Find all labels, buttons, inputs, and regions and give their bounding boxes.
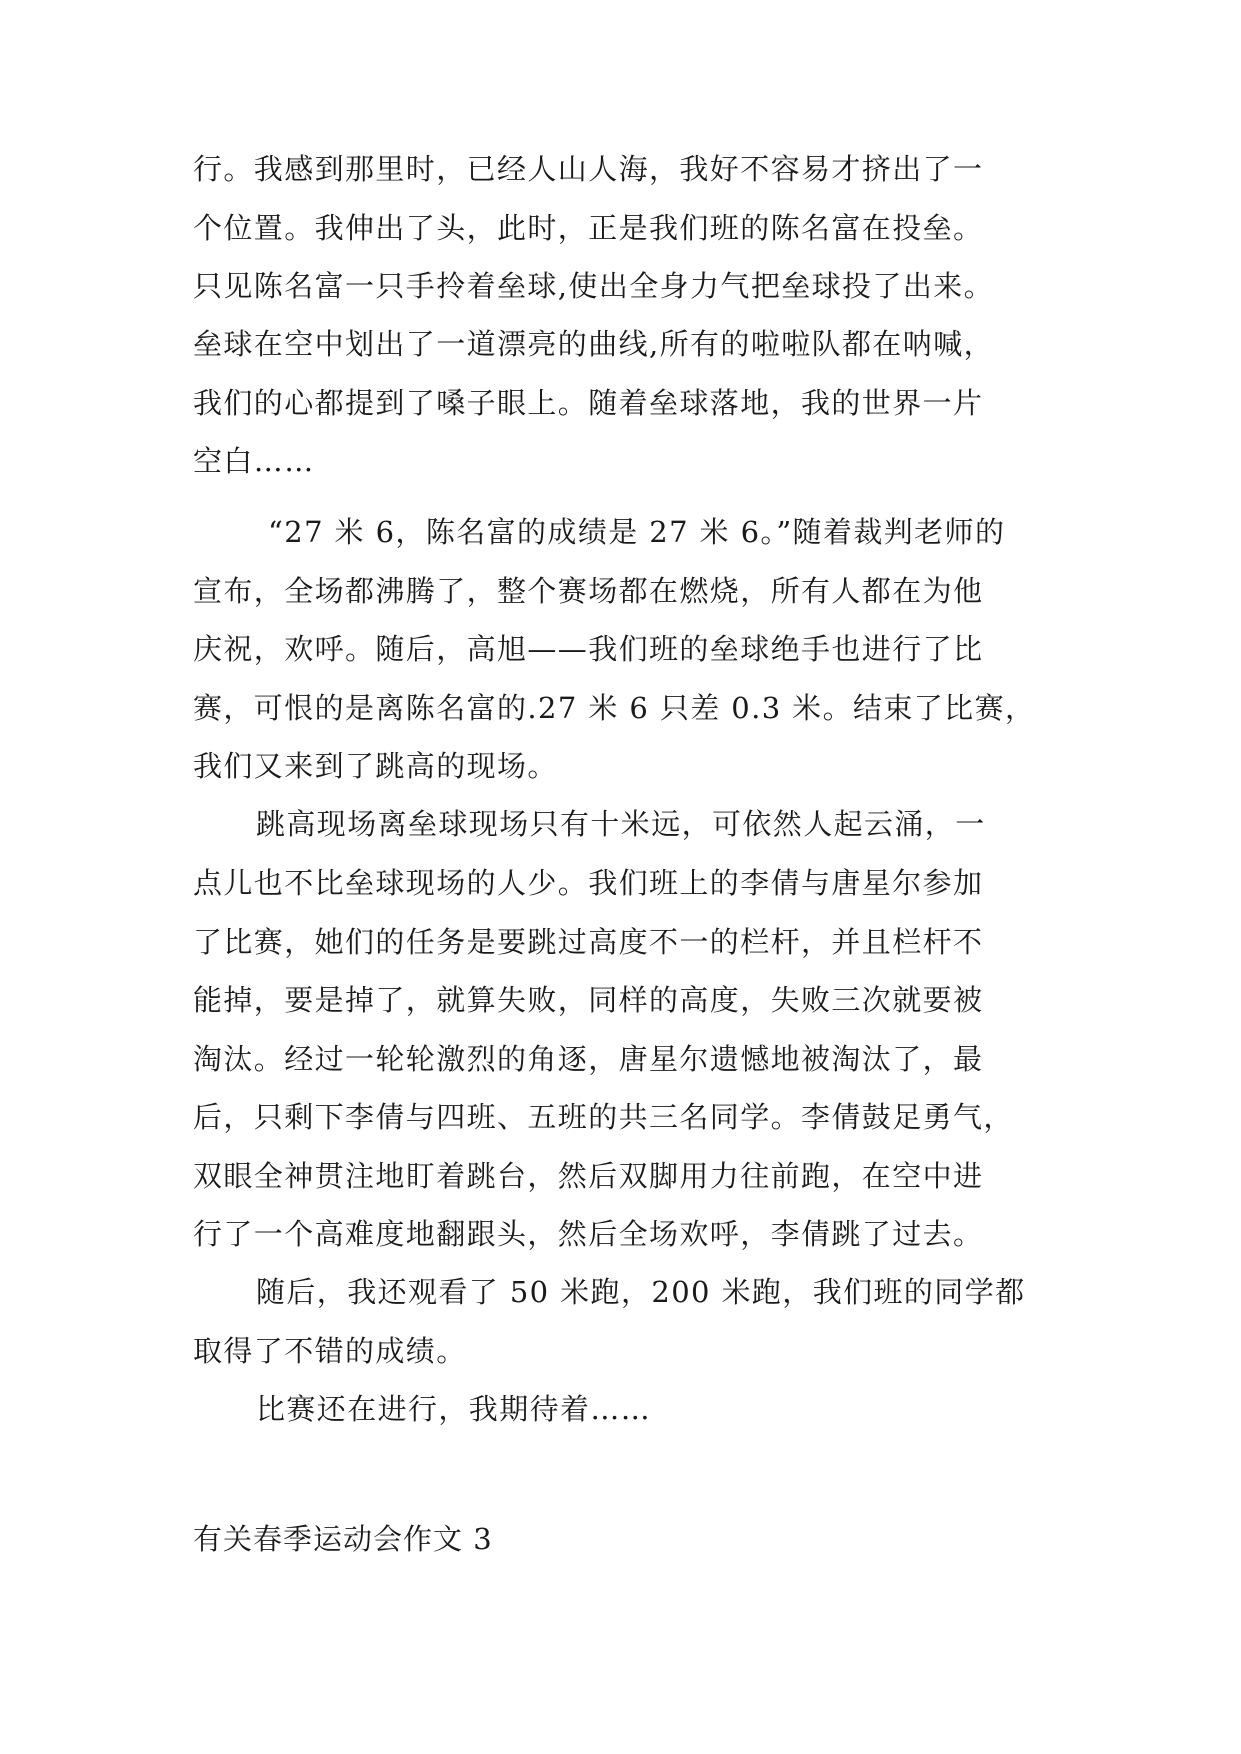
paragraph-3-line-2: 点儿也不比垒球现场的人少。我们班上的李倩与唐星尔参加 xyxy=(193,866,984,900)
paragraph-2-line-4: 赛，可恨的是离陈名富的.27 米 6 只差 0.3 米。结束了比赛， xyxy=(193,691,1036,725)
paragraph-3-line-3: 了比赛，她们的任务是要跳过高度不一的栏杆，并且栏杆不 xyxy=(193,925,984,959)
paragraph-1-line-3: 只见陈名富一只手拎着垒球,使出全身力气把垒球投了出来。 xyxy=(193,269,995,303)
paragraph-1-line-2: 个位置。我伸出了头，此时，正是我们班的陈名富在投垒。 xyxy=(193,211,984,245)
paragraph-1-line-5: 我们的心都提到了嗓子眼上。随着垒球落地，我的世界一片 xyxy=(193,386,984,420)
paragraph-3-line-4: 能掉，要是掉了，就算失败，同样的高度，失败三次就要被 xyxy=(193,983,984,1017)
paragraph-3-line-7: 双眼全神贯注地盯着跳台，然后双脚用力往前跑，在空中进 xyxy=(193,1159,984,1193)
paragraph-4-line-1: 随后，我还观看了 50 米跑，200 米跑，我们班的同学都 xyxy=(256,1275,1026,1309)
paragraph-1-line-1: 行。我感到那里时，已经人山人海，我好不容易才挤出了一 xyxy=(193,152,984,186)
paragraph-1-line-6: 空白…… xyxy=(193,444,315,478)
paragraph-4-line-2: 取得了不错的成绩。 xyxy=(193,1334,467,1368)
paragraph-2-line-1: “27 米 6，陈名富的成绩是 27 米 6。”随着裁判老师的 xyxy=(268,515,1006,549)
paragraph-2-line-2: 宣布，全场都沸腾了，整个赛场都在燃烧，所有人都在为他 xyxy=(193,574,984,608)
section-heading: 有关春季运动会作文 3 xyxy=(193,1522,493,1556)
paragraph-2-line-5: 我们又来到了跳高的现场。 xyxy=(193,749,558,783)
paragraph-3-line-1: 跳高现场离垒球现场只有十米远，可依然人起云涌，一 xyxy=(256,807,986,841)
paragraph-2-line-3: 庆祝，欢呼。随后，高旭——我们班的垒球绝手也进行了比 xyxy=(193,632,984,666)
paragraph-3-line-6: 后，只剩下李倩与四班、五班的共三名同学。李倩鼓足勇气， xyxy=(193,1100,1014,1134)
paragraph-3-line-8: 行了一个高难度地翻跟头，然后全场欢呼，李倩跳了过去。 xyxy=(193,1217,984,1251)
paragraph-3-line-5: 淘汰。经过一轮轮激烈的角逐，唐星尔遗憾地被淘汰了，最 xyxy=(193,1042,984,1076)
paragraph-1-line-4: 垒球在空中划出了一道漂亮的曲线,所有的啦啦队都在呐喊， xyxy=(193,327,995,361)
paragraph-5-line-1: 比赛还在进行，我期待着…… xyxy=(256,1392,652,1426)
